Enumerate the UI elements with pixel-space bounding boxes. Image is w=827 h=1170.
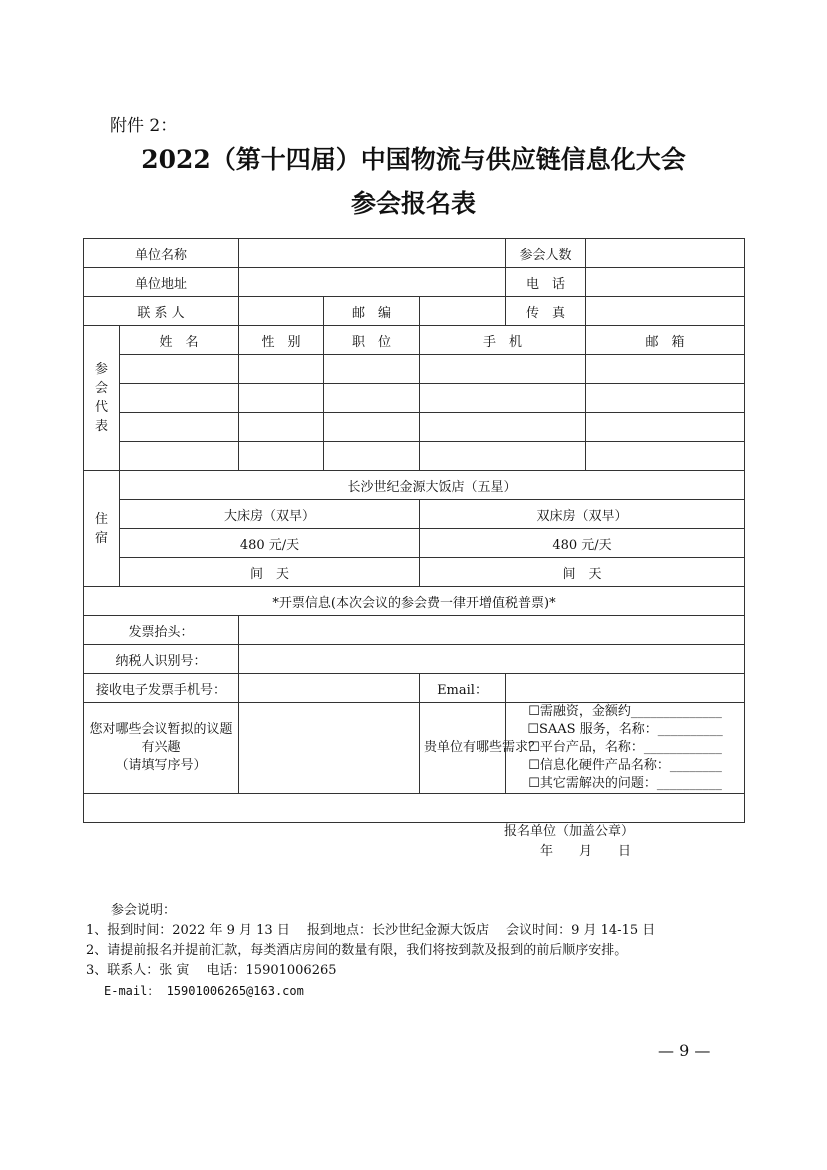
- notes-heading: 参会说明：: [111, 903, 177, 918]
- postcode-label: 邮 编: [324, 297, 420, 326]
- room-type-twin: 双床房（双早）: [420, 500, 745, 529]
- room-type-king: 大床房（双早）: [120, 500, 420, 529]
- invoice-title-field[interactable]: [239, 616, 745, 645]
- delegate-mobile-field[interactable]: [420, 413, 586, 442]
- contact-field[interactable]: [239, 297, 324, 326]
- delegate-gender-field[interactable]: [239, 384, 324, 413]
- delegate-gender-field[interactable]: [239, 442, 324, 471]
- delegate-email-field[interactable]: [586, 384, 745, 413]
- email-label: Email：: [420, 674, 506, 703]
- delegate-row: [84, 355, 745, 384]
- form-title: 2022（第十四届）中国物流与供应链信息化大会: [141, 145, 686, 174]
- topics-field[interactable]: [239, 703, 420, 794]
- needs-options: [506, 703, 745, 794]
- needs-option-financing[interactable]: ☐需融资，金额约______________: [528, 704, 722, 719]
- attendee-count-label: 参会人数: [506, 239, 586, 268]
- form-subtitle: 参会报名表: [350, 189, 476, 218]
- note-email: E-mail： 15901006265@163.com: [104, 984, 304, 998]
- hotel-name: 长沙世纪金源大饭店（五星）: [120, 471, 745, 500]
- delegate-position-field[interactable]: [324, 355, 420, 384]
- invoice-title-label: 发票抬头：: [84, 616, 239, 645]
- signature-area: [84, 794, 745, 859]
- needs-option-saas[interactable]: ☐SAAS 服务，名称：__________: [527, 722, 723, 737]
- fax-label: 传 真: [506, 297, 586, 326]
- sign-unit-label: 报名单位（加盖公章）: [504, 824, 635, 839]
- invoice-phone-field[interactable]: [239, 674, 420, 703]
- unit-name-field[interactable]: [239, 239, 506, 268]
- invoice-note: *开票信息(本次会议的参会费一律开增值税普票)*: [84, 587, 745, 616]
- note-item: 2、请提前报名并提前汇款，每类酒店房间的数量有限，我们将按到款及报到的前后顺序安排。: [86, 943, 628, 958]
- delegate-position-field[interactable]: [324, 413, 420, 442]
- taxpayer-id-field[interactable]: [239, 645, 745, 674]
- delegate-name-field[interactable]: [120, 355, 239, 384]
- delegate-gender-field[interactable]: [239, 355, 324, 384]
- topics-question: 您对哪些会议暂拟的议题有兴趣 （请填写序号）: [84, 703, 239, 794]
- invoice-phone-label: 接收电子发票手机号：: [84, 674, 239, 703]
- col-email: 邮 箱: [586, 326, 745, 355]
- room-price-twin: 480 元/天: [420, 529, 745, 558]
- col-gender: 性 别: [239, 326, 324, 355]
- sign-date-label: 年 月 日: [540, 844, 632, 859]
- delegate-email-field[interactable]: [586, 413, 745, 442]
- contact-label: 联 系 人: [84, 297, 239, 326]
- unit-address-field[interactable]: [239, 268, 506, 297]
- room-price-king: 480 元/天: [120, 529, 420, 558]
- delegate-position-field[interactable]: [324, 442, 420, 471]
- needs-option-other[interactable]: ☐其它需解决的问题：__________: [528, 776, 722, 791]
- page-number: — 9 —: [658, 1041, 711, 1060]
- needs-option-platform[interactable]: ☐平台产品，名称：____________: [528, 740, 722, 755]
- room-nights-king[interactable]: 间 天: [120, 558, 420, 587]
- col-mobile: 手 机: [420, 326, 586, 355]
- taxpayer-id-label: 纳税人识别号：: [84, 645, 239, 674]
- delegate-name-field[interactable]: [120, 384, 239, 413]
- attendee-count-field[interactable]: [586, 239, 745, 268]
- lodging-label: 住 宿: [84, 471, 120, 587]
- delegate-position-field[interactable]: [324, 384, 420, 413]
- note-item: 3、联系人：张 寅 电话：15901006265: [86, 963, 337, 978]
- phone-label: 电 话: [506, 268, 586, 297]
- room-nights-twin[interactable]: 间 天: [420, 558, 745, 587]
- needs-question: 贵单位有哪些需求？: [420, 703, 506, 794]
- postcode-field[interactable]: [420, 297, 506, 326]
- col-name: 姓 名: [120, 326, 239, 355]
- delegate-mobile-field[interactable]: [420, 442, 586, 471]
- phone-field[interactable]: [586, 268, 745, 297]
- notes-section: [86, 901, 656, 1001]
- delegate-mobile-field[interactable]: [420, 384, 586, 413]
- delegate-row: [84, 384, 745, 413]
- delegate-gender-field[interactable]: [239, 413, 324, 442]
- col-position: 职 位: [324, 326, 420, 355]
- delegate-name-field[interactable]: [120, 413, 239, 442]
- delegate-email-field[interactable]: [586, 442, 745, 471]
- unit-name-label: 单位名称: [84, 239, 239, 268]
- delegates-label: 参 会 代 表: [84, 326, 120, 471]
- unit-address-label: 单位地址: [84, 268, 239, 297]
- registration-table: [83, 238, 745, 859]
- needs-option-hardware[interactable]: ☐信息化硬件产品名称：________: [528, 758, 722, 773]
- attachment-label: 附件 2：: [110, 116, 178, 136]
- delegate-row: [84, 442, 745, 471]
- email-field[interactable]: [506, 674, 745, 703]
- delegate-row: [84, 413, 745, 442]
- fax-field[interactable]: [586, 297, 745, 326]
- note-item: 1、报到时间：2022 年 9 月 13 日 报到地点：长沙世纪金源大饭店 会议时间：9 月 14-15 日: [86, 923, 656, 938]
- delegate-email-field[interactable]: [586, 355, 745, 384]
- delegate-mobile-field[interactable]: [420, 355, 586, 384]
- delegate-name-field[interactable]: [120, 442, 239, 471]
